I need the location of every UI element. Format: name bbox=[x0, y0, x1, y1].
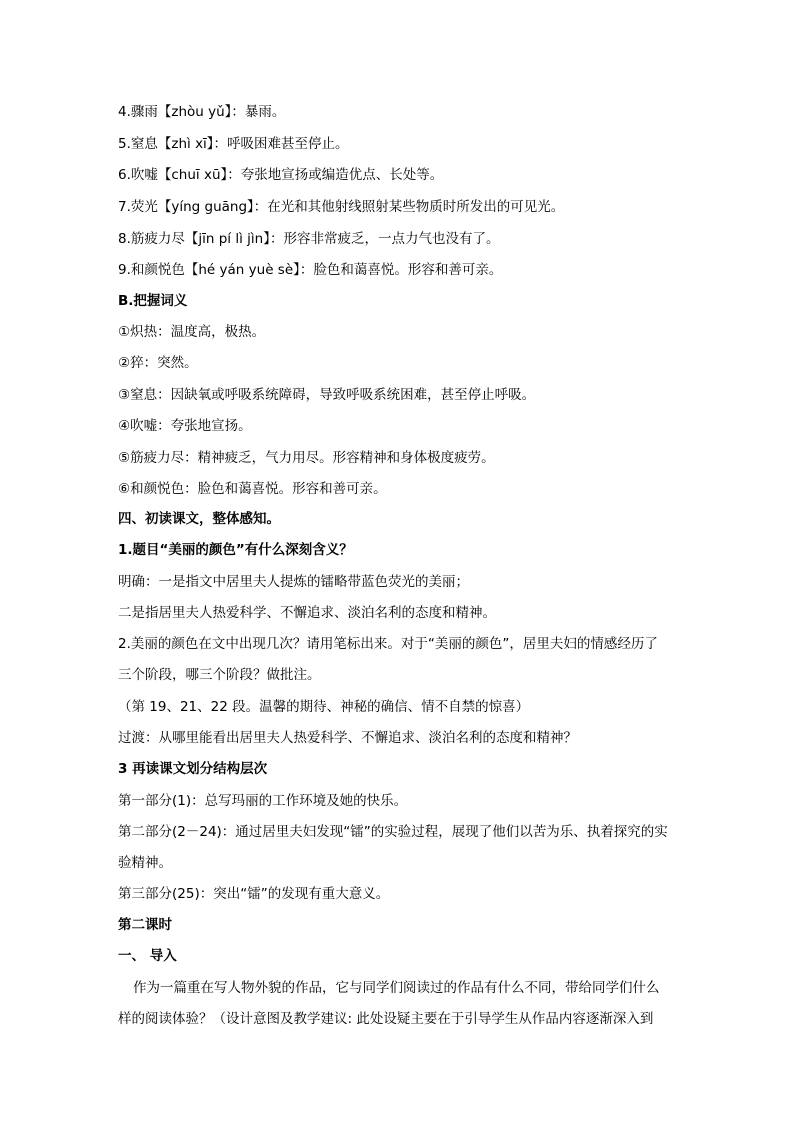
vocab-item-4: 4.骤雨【zhòu yǔ】：暴雨。 bbox=[118, 104, 286, 120]
lesson-2-heading: 第二课时 bbox=[118, 917, 172, 933]
vocab-item-8: 8.筋疲力尽【jīn pí lì jìn】：形容非常疲乏，一点力气也没有了。 bbox=[118, 231, 500, 247]
section-heading-4: 四、初读课文，整体感知。 bbox=[118, 511, 280, 527]
structure-heading: 3 再读课文划分结构层次 bbox=[118, 761, 268, 777]
intro-paragraph-line-1: 作为一篇重在写人物外貌的作品，它与同学们阅读过的作品有什么不同，带给同学们什么 bbox=[133, 980, 660, 996]
answer-1a: 明确：一是指文中居里夫人提炼的镭略带蓝色荧光的美丽； bbox=[118, 574, 469, 590]
structure-part-3: 第三部分(25)：突出“镭”的发现有重大意义。 bbox=[118, 886, 390, 902]
meaning-item-6: ⑥和颜悦色：脸色和蔼喜悦。形容和善可亲。 bbox=[118, 481, 387, 497]
vocab-item-9: 9.和颜悦色【hé yán yuè sè】：脸色和蔼喜悦。形容和善可亲。 bbox=[118, 262, 503, 278]
meaning-item-3: ③窒息：因缺氧或呼吸系统障碍，导致呼吸系统困难，甚至停止呼吸。 bbox=[118, 387, 536, 403]
vocab-item-5: 5.窒息【zhì xī】：呼吸困难甚至停止。 bbox=[118, 136, 349, 152]
question-1: 1.题目“美丽的颜色”有什么深刻含义？ bbox=[118, 542, 353, 558]
structure-part-2-cont: 验精神。 bbox=[118, 855, 172, 871]
vocab-item-7: 7.荧光【yíng guāng】：在光和其他射线照射某些物质时所发出的可见光。 bbox=[118, 199, 565, 215]
vocab-item-6: 6.吹嘘【chuī xū】：夸张地宣扬或编造优点、长处等。 bbox=[118, 167, 444, 183]
structure-part-1: 第一部分(1)：总写玛丽的工作环境及她的快乐。 bbox=[118, 793, 408, 809]
structure-part-2: 第二部分(2－24)：通过居里夫妇发现“镭”的实验过程，展现了他们以苦为乐、执着探究的实 bbox=[118, 824, 668, 840]
question-2: 2.美丽的颜色在文中出现几次？请用笔标出来。对于“美丽的颜色”，居里夫妇的情感经历了 bbox=[118, 636, 658, 652]
meaning-item-4: ④吹嘘：夸张地宣扬。 bbox=[118, 418, 252, 434]
section-heading-b: B.把握词义 bbox=[118, 293, 188, 309]
meaning-item-1: ①炽热：温度高，极热。 bbox=[118, 324, 266, 340]
transition-line: 过渡：从哪里能看出居里夫人热爱科学、不懈追求、淡泊名利的态度和精神？ bbox=[118, 730, 577, 746]
answer-2: （第 19、21、22 段。温馨的期待、神秘的确信、情不自禁的惊喜） bbox=[118, 699, 530, 715]
meaning-item-5: ⑤筋疲力尽：精神疲乏，气力用尽。形容精神和身体极度疲劳。 bbox=[118, 450, 495, 466]
meaning-item-2: ②猝：突然。 bbox=[118, 355, 198, 371]
answer-1b: 二是指居里夫人热爱科学、不懈追求、淡泊名利的态度和精神。 bbox=[118, 605, 496, 621]
intro-paragraph-line-2: 样的阅读体验？（设计意图及教学建议: 此处设疑主要在于引导学生从作品内容逐渐深入到 bbox=[118, 1011, 654, 1027]
intro-heading: 一、 导入 bbox=[118, 948, 177, 964]
question-2-cont: 三个阶段，哪三个阶段？做批注。 bbox=[118, 667, 321, 683]
